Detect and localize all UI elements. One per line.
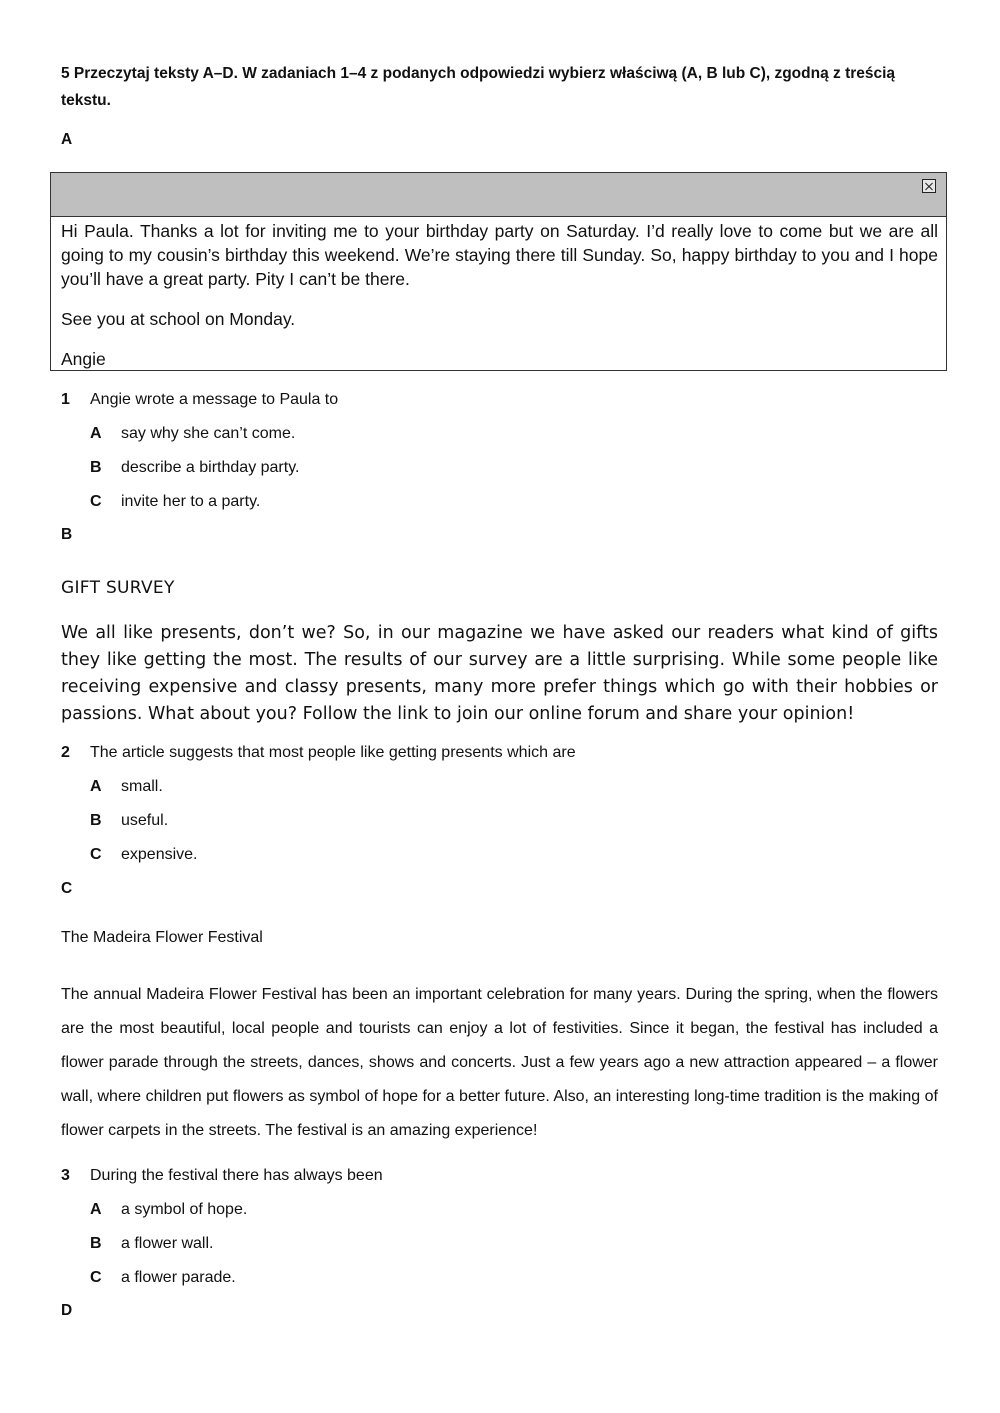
question-1-option-a[interactable] bbox=[90, 425, 295, 443]
option-letter: A bbox=[90, 1201, 102, 1218]
gift-survey-body: We all like presents, don’t we? So, in our magazine we have asked our readers what kind of gifts they like getting the most. The results of our survey are a little surprising. While some people like receiving expensive and classy presents, many more prefer things which go with their hobbies or passions. What about you? Follow the link to join our online forum and share your opinion! bbox=[61, 623, 938, 724]
question-1-option-b[interactable] bbox=[90, 459, 299, 477]
option-text: a symbol of hope. bbox=[121, 1201, 248, 1218]
option-text: small. bbox=[121, 778, 163, 795]
section-d-label: D bbox=[61, 1302, 73, 1319]
question-text: Angie wrote a message to Paula to bbox=[90, 391, 339, 408]
section-a-label: A bbox=[61, 131, 73, 148]
question-1-option-c[interactable] bbox=[90, 493, 260, 511]
option-letter: A bbox=[90, 778, 102, 795]
question-text: During the festival there has always been bbox=[90, 1167, 383, 1184]
option-text: describe a birthday party. bbox=[121, 459, 300, 476]
option-letter: C bbox=[90, 493, 102, 510]
message-body: Hi Paula. Thanks a lot for inviting me to your birthday party on Saturday. I’d really love to come but we are all going to my cousin’s birthday this weekend. We’re staying there till Sunday. So, happy birthday to you and I hope you’ll have a great party. Pity I can’t be there. bbox=[61, 221, 938, 289]
gift-survey-title: GIFT SURVEY bbox=[61, 578, 175, 598]
madeira-body: The annual Madeira Flower Festival has been an important celebration for many years. During the spring, when the flowers are the most beautiful, local people and tourists can enjoy a lot of festivities. Since it began, the festival has included a flower parade through the streets, dances, shows and concerts. Just a few years ago a new attraction appeared – a flower wall, where children put flowers as symbol of hope for a better future. Also, an interesting long-time tradition is the making of flower carpets in the streets. The festival is an amazing experience! bbox=[61, 986, 938, 1139]
section-b-label: B bbox=[61, 526, 73, 543]
section-c-label: C bbox=[61, 880, 73, 897]
question-3-option-a[interactable] bbox=[90, 1201, 247, 1219]
question-2 bbox=[61, 744, 576, 762]
option-letter: A bbox=[90, 425, 102, 442]
question-3 bbox=[61, 1167, 383, 1185]
option-text: a flower wall. bbox=[121, 1235, 214, 1252]
option-text: invite her to a party. bbox=[121, 493, 261, 510]
question-text: The article suggests that most people like getting presents which are bbox=[90, 744, 576, 761]
question-1 bbox=[61, 391, 338, 409]
option-text: a flower parade. bbox=[121, 1269, 236, 1286]
message-title-bar bbox=[51, 173, 946, 217]
close-icon[interactable] bbox=[922, 179, 936, 193]
question-3-option-b[interactable] bbox=[90, 1235, 213, 1253]
message-signature: Angie bbox=[61, 349, 106, 369]
message-closing: See you at school on Monday. bbox=[61, 309, 296, 329]
option-letter: B bbox=[90, 459, 102, 476]
question-2-option-a[interactable] bbox=[90, 778, 163, 796]
question-3-option-c[interactable] bbox=[90, 1269, 236, 1287]
question-2-option-b[interactable] bbox=[90, 812, 168, 830]
option-letter: C bbox=[90, 1269, 102, 1286]
option-text: expensive. bbox=[121, 846, 198, 863]
option-text: useful. bbox=[121, 812, 169, 829]
task-instruction: 5 Przeczytaj teksty A–D. W zadaniach 1–4 z podanych odpowiedzi wybierz właściwą (A, B lub C), zgodną z treścią tekstu. bbox=[61, 65, 896, 109]
question-number: 3 bbox=[61, 1167, 70, 1184]
question-number: 1 bbox=[61, 391, 70, 408]
option-letter: B bbox=[90, 812, 102, 829]
option-text: say why she can’t come. bbox=[121, 425, 296, 442]
message-window bbox=[50, 172, 947, 371]
question-2-option-c[interactable] bbox=[90, 846, 198, 864]
question-number: 2 bbox=[61, 744, 70, 761]
madeira-title: The Madeira Flower Festival bbox=[61, 929, 263, 946]
option-letter: C bbox=[90, 846, 102, 863]
option-letter: B bbox=[90, 1235, 102, 1252]
